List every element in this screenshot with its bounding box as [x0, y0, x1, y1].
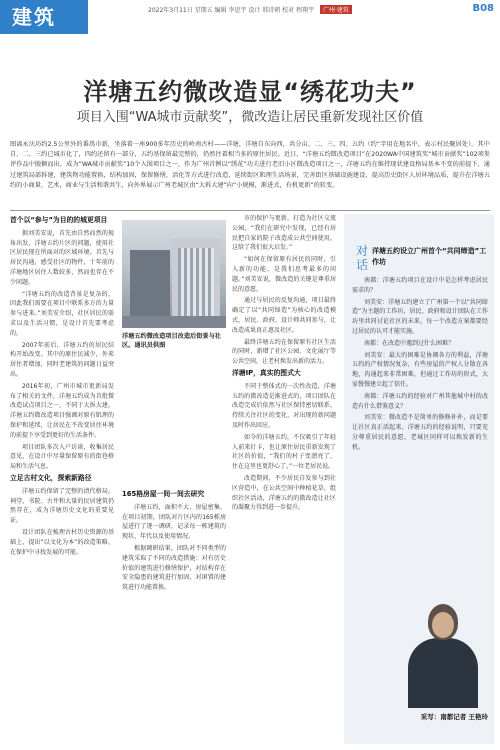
- paragraph: 最终洋塘五约在保留原有社区生活的同时，新增了社区公园、文化展厅等公共空间，让老村焕发出新的活力。: [232, 338, 336, 366]
- paragraph: 改造期间，不少居民自发参与到社区营造中，在公共空间中种植花草，组织社区活动，洋塘五约的微改造让社区的凝聚力得到进一步提升。: [232, 474, 336, 512]
- portrait-body: [408, 638, 478, 708]
- article-lead: 图离永庆坊约2.5公里外的番禺市新，坐落着一座900多年历史的岭南古村——洋塘，洋塘自东向西，共分亩、二、三、四、五约（约“字用在地名中，表示村民聚居处）。其中自、二、三约已城市化了，四约还留有一部分，五约基保留最完整的，仍然往着相当多的原住居民。近日，“洋塘五约微改造项目”在2020WA中国建筑奖“城市贡献奖”102项参评作品中脱颖而出，成为“WA城市贡献奖”10个入围项目之一，作为广州首例以“绣花”功夫进行老旧小区微改造项目之一，洋塘五约在维持现状建设格局基本不变的前提下，通过建筑局部拆建，建筑物功能置换，结构加固，保留修缮，活化等方式进行改造，延续街区肌理生活场景，完善街区基础设施建设，提高历史街区人居环境品质，提升在洋塘五约的小商量，艺术，商业与生活和谐共生，向外界展示广州老城区由“大拆大建”向“小规模，渐进式，有机更新”的转变。: [10, 141, 490, 189]
- qa-paragraph: 南都：洋塘五约项目在设计中是怎样考虑居民需求的？: [352, 277, 488, 294]
- paragraph: 根据调研结果，团队对不同类型的建筑采取了不同的改造措施：对有历史价值的建筑进行修缮保护，对结构存在安全隐患的建筑进行加固，对闲置的建筑进行功能置换。: [122, 544, 226, 592]
- paragraph: 据刘美安说，首先由自然而然的视角出发，洋塘五约片区的问题，使用社区居民现在所面对的区域环境。首先与居民沟通，感受社区的物件，十年前的洋塘地区居住人数较多，然而也存在不少问题。: [10, 229, 114, 286]
- column-heading: 首个以“参与”为目的的城更项目: [10, 216, 108, 224]
- sidebar-title: 洋塘五约设立广州首个“共同缔造”工作坊: [372, 247, 487, 266]
- page-header: [0, 0, 500, 29]
- qa-paragraph: 南都：在改造中遇到过什么困难？: [364, 339, 455, 347]
- article-column-1: [10, 214, 114, 744]
- article-subtitle: 项目入围“WA城市贡献奖”，微改造让居民重新发现社区价值: [76, 110, 424, 125]
- paragraph: 2007年前后，洋塘五约的居民结构开始改变。其中的原住民减少，外来居住者增加，同时老建筑的问题日益突出。: [10, 341, 114, 378]
- street-ground: [122, 316, 226, 328]
- paragraph: 不同于整体式的一次性改造，洋塘五约的微改造是渐进式的，项目团队在改造完成后依然与社区保持密切联系，持续关注社区的变化，对出现的新问题及时作出回应。: [232, 382, 336, 429]
- article-column-2: [122, 488, 226, 744]
- byline: 采写：南都记者 王艳玲: [420, 713, 488, 721]
- page-number: B08: [472, 3, 494, 14]
- issue-meta-text: 2022年3月11日 星期五 编辑 李思宇 设计 邢诗朝 校对 程翔宇: [148, 7, 315, 14]
- section-tag: 建筑: [0, 0, 88, 34]
- paragraph: 2016年初，广州市城市更新局发布了相关的文件，洋塘五约成为首批微改造试点项目之一，不同于大拆大建，洋塘五约微改造项目强调对原有肌理的保护和延续，让居民在不改变居住环境的前提下享受到更好的生活条件。: [10, 382, 114, 439]
- paragraph: 洋塘五约保留了完整的清代格局，祠堂、书院、古井和大量的民居建筑仍然存在，成为洋塘历史文化的重要见证。: [10, 487, 114, 525]
- interviewee-portrait: [392, 588, 492, 708]
- qa-paragraph: 刘美安：最大的困难是协调各方的利益，洋塘五约的产权情况复杂，有些房屋的产权人分散在各地，沟通起来非常困难，但通过工作坊的形式，大家慢慢建立起了信任。: [352, 351, 488, 388]
- sidebar-qa: [352, 276, 488, 576]
- issue-meta: [148, 5, 352, 14]
- portrait-face: [432, 612, 454, 638]
- qa-paragraph: 刘美安：洋塘五约建立了广州第一个以“共同缔造”为主题的工作坊，居民、政府和设计团队在工作坊里共同讨论社区的未来，每一个改造方案都要经过居民的认可才能实施。: [352, 298, 488, 335]
- dialogue-tag: 对话: [356, 244, 369, 272]
- article-title: 洋塘五约微改造显“绣花功夫”: [83, 78, 417, 106]
- paragraph: 市的保护与更新，打造为社区交流公园，“我们在研究中发现，已经有居民把自家的院子改造成公共空间使用，这给了我们很大启发。”: [232, 215, 336, 252]
- qa-paragraph: 南都：洋塘五约的经验对广州其他城中村的改造有什么借鉴意义？: [352, 392, 488, 410]
- paragraph: “洋塘五约的改造背景是复杂的，因此我们需要在项目中联系多方的力量参与进来。”刘美安介绍，社区居民的需求以及生活习惯，是设计首先要考虑的。: [10, 290, 114, 337]
- column-heading: 立足古村文化，探索新路径: [10, 473, 92, 482]
- paragraph: “如何在保留原有居民的同时，引入新的功能，是我们思考最多的问题。”刘美安说，微改造的关键是尊重居民的意愿。: [232, 256, 336, 293]
- divider: [10, 210, 490, 211]
- paragraph: 洋塘五约，面积不大，房屋密集，在项目初期，团队对片区内的165栋房屋进行了逐一调研，记录每一栋建筑的现状、年代以及使用情况。: [122, 503, 226, 541]
- street-photo: [122, 220, 226, 328]
- paragraph: 如今的洋塘五约，不仅吸引了年轻人前来打卡，也让原住居民重新发现了社区的价值，“我们的村子变漂亮了，住在这里也更舒心了。”一位老居民说。: [232, 433, 336, 471]
- building-windows: [178, 248, 214, 318]
- column-heading: 165格房屋一间一间去研究: [122, 490, 205, 498]
- paragraph: 项目团队多次入户访谈，收集居民意见，在设计中尽量保留原有的街巷格局和生活气息。: [10, 443, 114, 471]
- paragraph: 通过与居民的反复沟通，项目最终确定了以“共同缔造”为核心的改造模式，居民、政府、设计师共同参与，让改造成果真正惠及社区。: [232, 297, 336, 334]
- photo-caption: 洋塘五约微改造项目改造后街景与社区。通讯员供图: [122, 333, 221, 349]
- paragraph: 设计团队在梳理古村历史资源的基础上，提出“以文化为本”的改造策略，在保护中寻找发展的可能。: [10, 528, 114, 556]
- column-heading: 洋塘IP，真实的图式大: [232, 368, 301, 377]
- qa-paragraph: 刘美安：微改造不是简单的修修补补，而是要让社区真正活起来，洋塘五约的经验说明，只要充分尊重居民的意愿，老城区同样可以焕发新的生机。: [352, 414, 488, 451]
- section-badge: 广州·建筑: [320, 5, 352, 14]
- article-column-3: [232, 214, 336, 744]
